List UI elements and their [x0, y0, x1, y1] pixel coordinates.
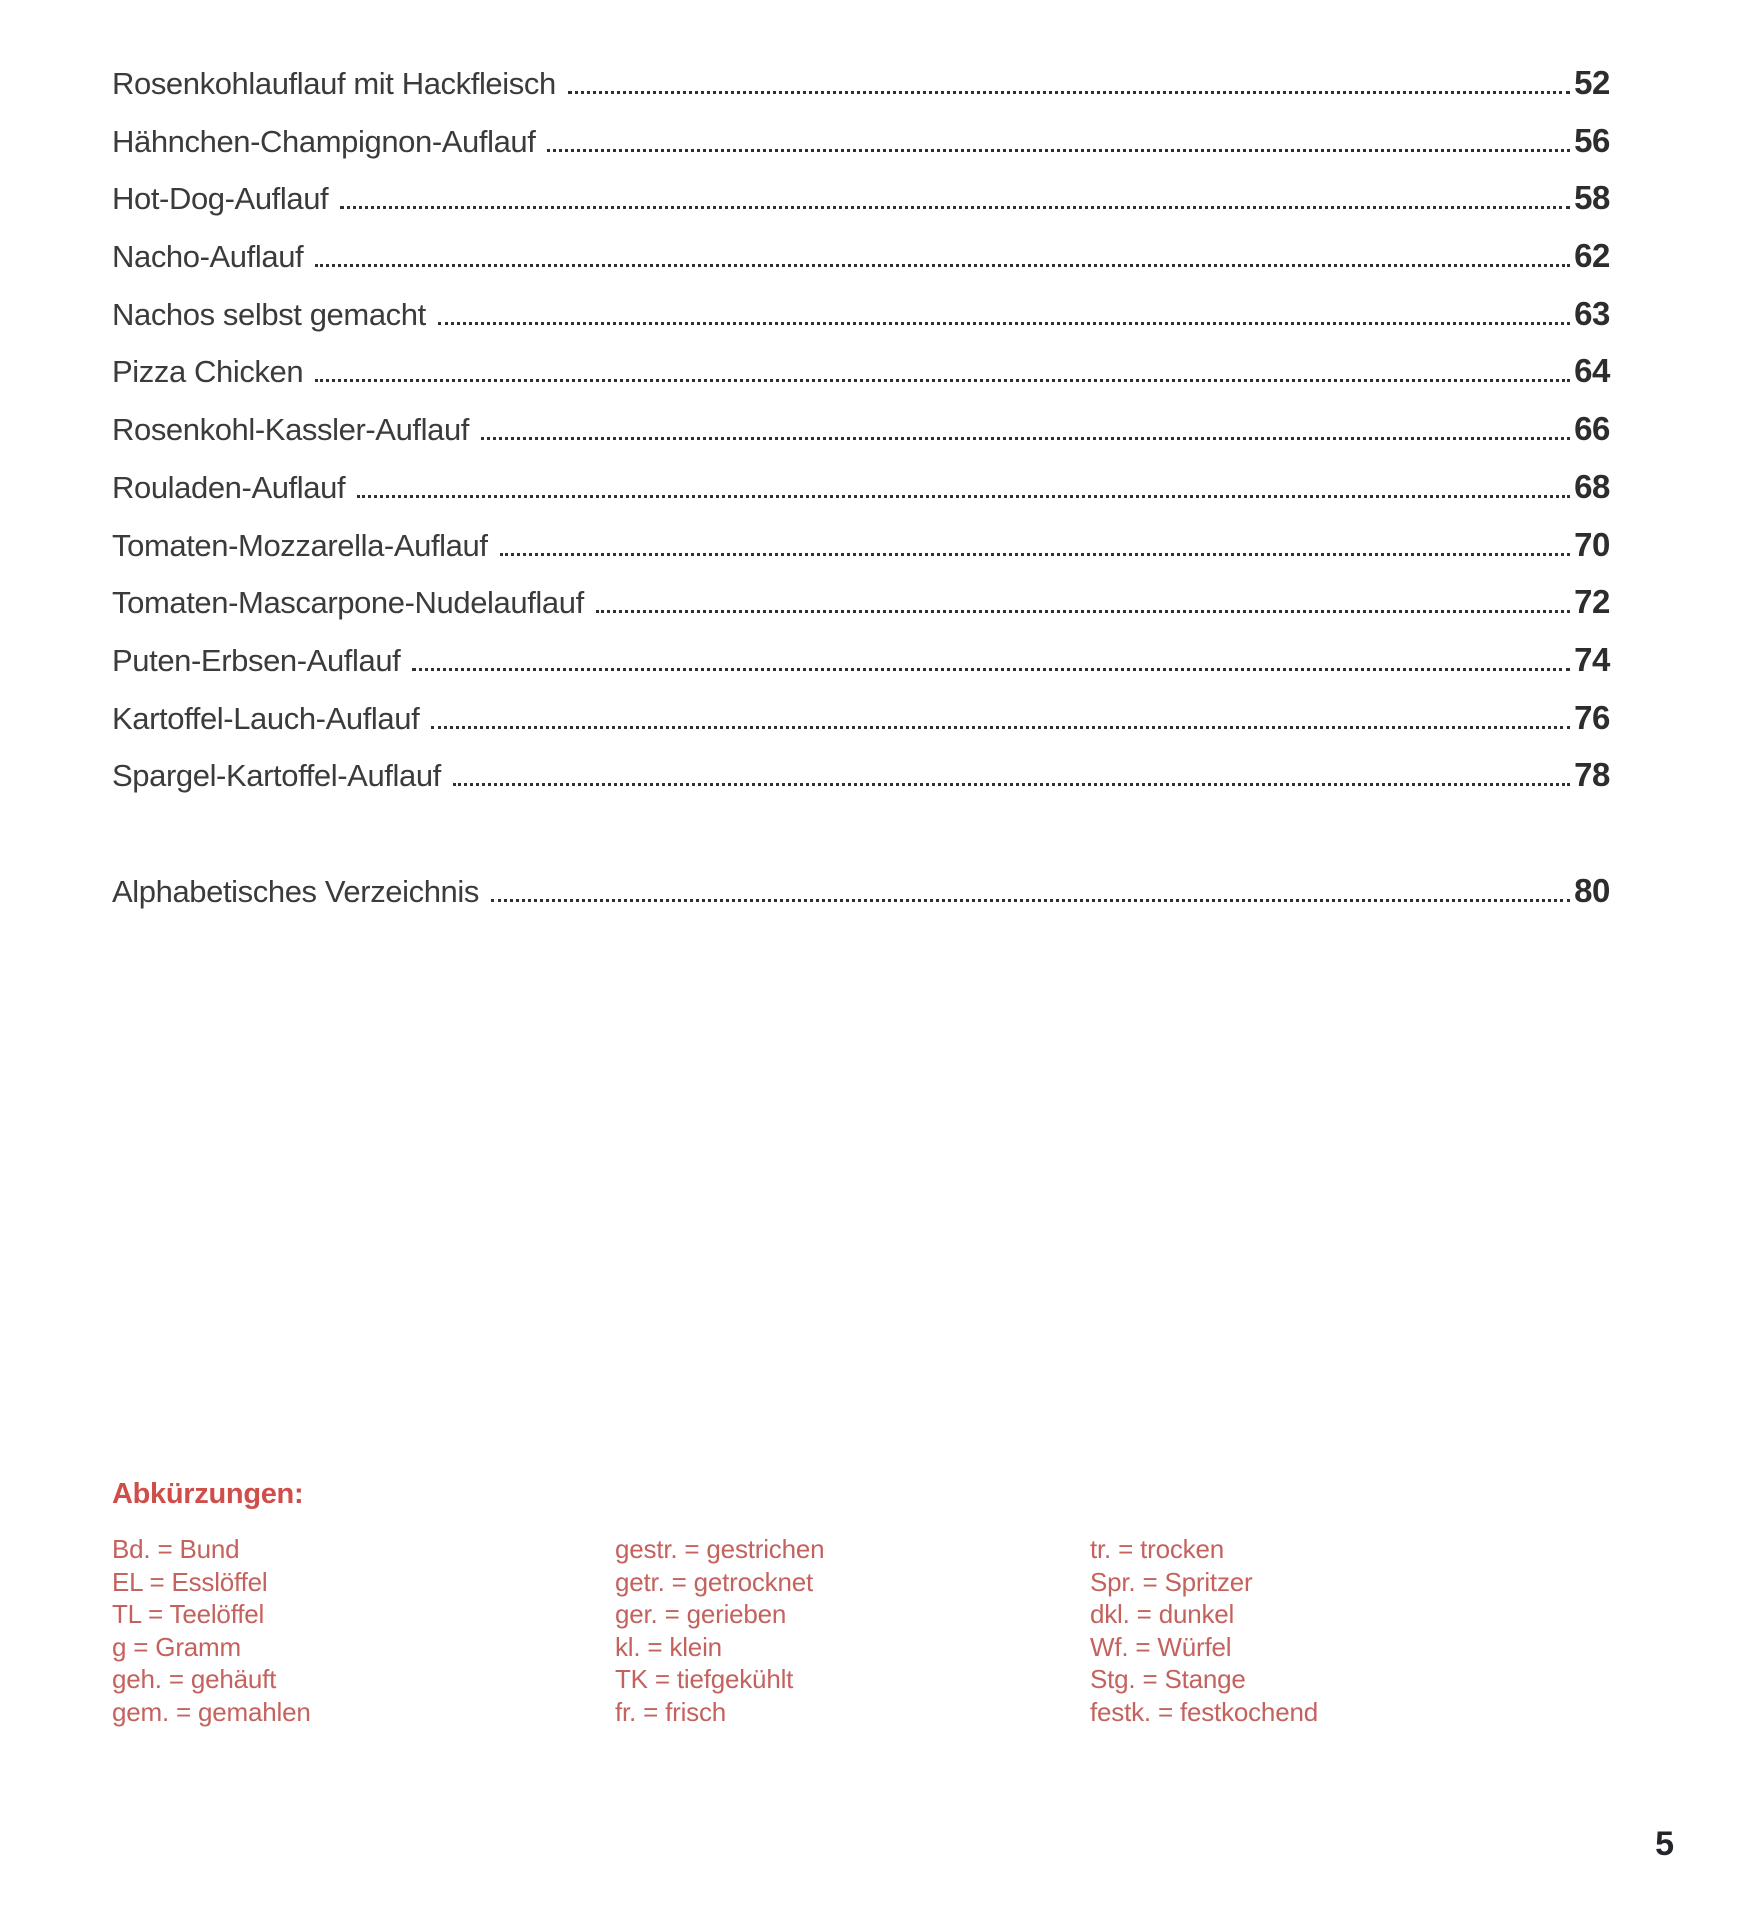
- toc-leader-dots: [315, 379, 1570, 382]
- abbreviations-columns: [112, 1533, 1610, 1729]
- abbreviations-heading: Abkürzungen:: [112, 1478, 304, 1510]
- toc-entry-label: Hähnchen-Champignon-Auflauf: [112, 123, 536, 159]
- toc-entry-page: 76: [1574, 698, 1610, 736]
- toc-entry-label: Kartoffel-Lauch-Auflauf: [112, 700, 420, 736]
- toc-leader-dots: [438, 322, 1570, 325]
- toc-entry: [112, 237, 1610, 295]
- abbreviations-column: [112, 1533, 615, 1729]
- toc-entry-page: 58: [1574, 179, 1610, 217]
- toc-entry-label: Spargel-Kartoffel-Auflauf: [112, 758, 441, 794]
- toc-entry-page: 70: [1574, 525, 1610, 563]
- toc-entry: [112, 295, 1610, 353]
- toc-entry: [112, 352, 1610, 410]
- toc-entry-page: 74: [1574, 640, 1610, 678]
- abbreviation-item: Spr. = Spritzer: [1090, 1566, 1253, 1597]
- toc-entry-label: Tomaten-Mascarpone-Nudelauflauf: [112, 585, 584, 621]
- toc-entry: [112, 699, 1610, 757]
- abbreviation-item: ger. = gerieben: [615, 1599, 787, 1630]
- toc-entry-label: Pizza Chicken: [112, 354, 304, 390]
- abbreviation-item: Wf. = Würfel: [1090, 1631, 1232, 1662]
- toc-leader-dots: [315, 264, 1570, 267]
- toc-leader-dots: [357, 495, 1570, 498]
- toc-entry: [112, 122, 1610, 180]
- toc-entry-label: Nachos selbst gemacht: [112, 296, 426, 332]
- abbreviation-item: fr. = frisch: [615, 1696, 727, 1727]
- toc-entry-label: Rosenkohlauflauf mit Hackfleisch: [112, 66, 556, 101]
- toc-entry: [112, 179, 1610, 237]
- toc-entry-page: 68: [1574, 467, 1610, 505]
- toc-entry: [112, 526, 1610, 584]
- abbreviation-item: TL = Teelöffel: [112, 1599, 265, 1630]
- toc-leader-dots: [453, 783, 1570, 786]
- toc-entry: [112, 64, 1610, 122]
- toc-leader-dots: [547, 149, 1570, 152]
- toc-entry-page: 56: [1574, 121, 1610, 159]
- toc-entry-page: 62: [1574, 237, 1610, 275]
- toc-entry: [112, 583, 1610, 641]
- toc-leader-dots: [568, 91, 1570, 94]
- toc-entry: [112, 468, 1610, 526]
- abbreviation-item: gestr. = gestrichen: [615, 1534, 825, 1564]
- abbreviation-item: festk. = festkochend: [1090, 1696, 1318, 1727]
- page-number: 5: [1655, 1825, 1674, 1863]
- abbreviation-item: Bd. = Bund: [112, 1534, 240, 1564]
- toc-entry-label: Alphabetisches Verzeichnis: [112, 873, 479, 909]
- toc-entry-label: Tomaten-Mozzarella-Auflauf: [112, 527, 488, 563]
- toc-entry-page: 80: [1574, 871, 1610, 909]
- abbreviation-item: geh. = gehäuft: [112, 1664, 277, 1695]
- toc-leader-dots: [491, 899, 1570, 902]
- abbreviation-item: EL = Esslöffel: [112, 1566, 268, 1597]
- abbreviations-section: [112, 1478, 1610, 1729]
- toc-entry-page: 78: [1574, 756, 1610, 794]
- toc-entry-page: 64: [1574, 352, 1610, 390]
- toc-leader-dots: [481, 437, 1570, 440]
- abbreviation-item: g = Gramm: [112, 1631, 241, 1662]
- toc-leader-dots: [412, 668, 1570, 671]
- toc-leader-dots: [596, 610, 1570, 613]
- toc-entry-label: Rosenkohl-Kassler-Auflauf: [112, 412, 470, 448]
- abbreviation-item: TK = tiefgekühlt: [615, 1664, 794, 1695]
- toc-entry: [112, 641, 1610, 699]
- toc-entry-label: Rouladen-Auflauf: [112, 469, 346, 505]
- toc-leader-dots: [500, 553, 1571, 556]
- abbreviation-item: getr. = getrocknet: [615, 1566, 814, 1597]
- toc-entry: [112, 410, 1610, 468]
- toc-leader-dots: [340, 206, 1570, 209]
- toc-entry: [112, 872, 1610, 930]
- toc-entry: [112, 756, 1610, 814]
- table-of-contents: [112, 64, 1610, 930]
- abbreviations-column: [615, 1533, 1090, 1729]
- toc-entry-label: Nacho-Auflauf: [112, 239, 304, 275]
- toc-entry-page: 63: [1574, 294, 1610, 332]
- abbreviation-item: dkl. = dunkel: [1090, 1599, 1235, 1630]
- toc-leader-dots: [431, 726, 1570, 729]
- toc-entry-page: 72: [1574, 583, 1610, 621]
- toc-entry-label: Hot-Dog-Auflauf: [112, 181, 329, 217]
- toc-entry-page: 66: [1574, 410, 1610, 448]
- abbreviation-item: Stg. = Stange: [1090, 1664, 1246, 1695]
- abbreviation-item: tr. = trocken: [1090, 1534, 1224, 1564]
- abbreviation-item: gem. = gemahlen: [112, 1696, 311, 1727]
- abbreviation-item: kl. = klein: [615, 1631, 722, 1662]
- toc-entry-page: 52: [1574, 64, 1610, 101]
- toc-entry-label: Puten-Erbsen-Auflauf: [112, 642, 401, 678]
- abbreviations-column: [1090, 1533, 1610, 1729]
